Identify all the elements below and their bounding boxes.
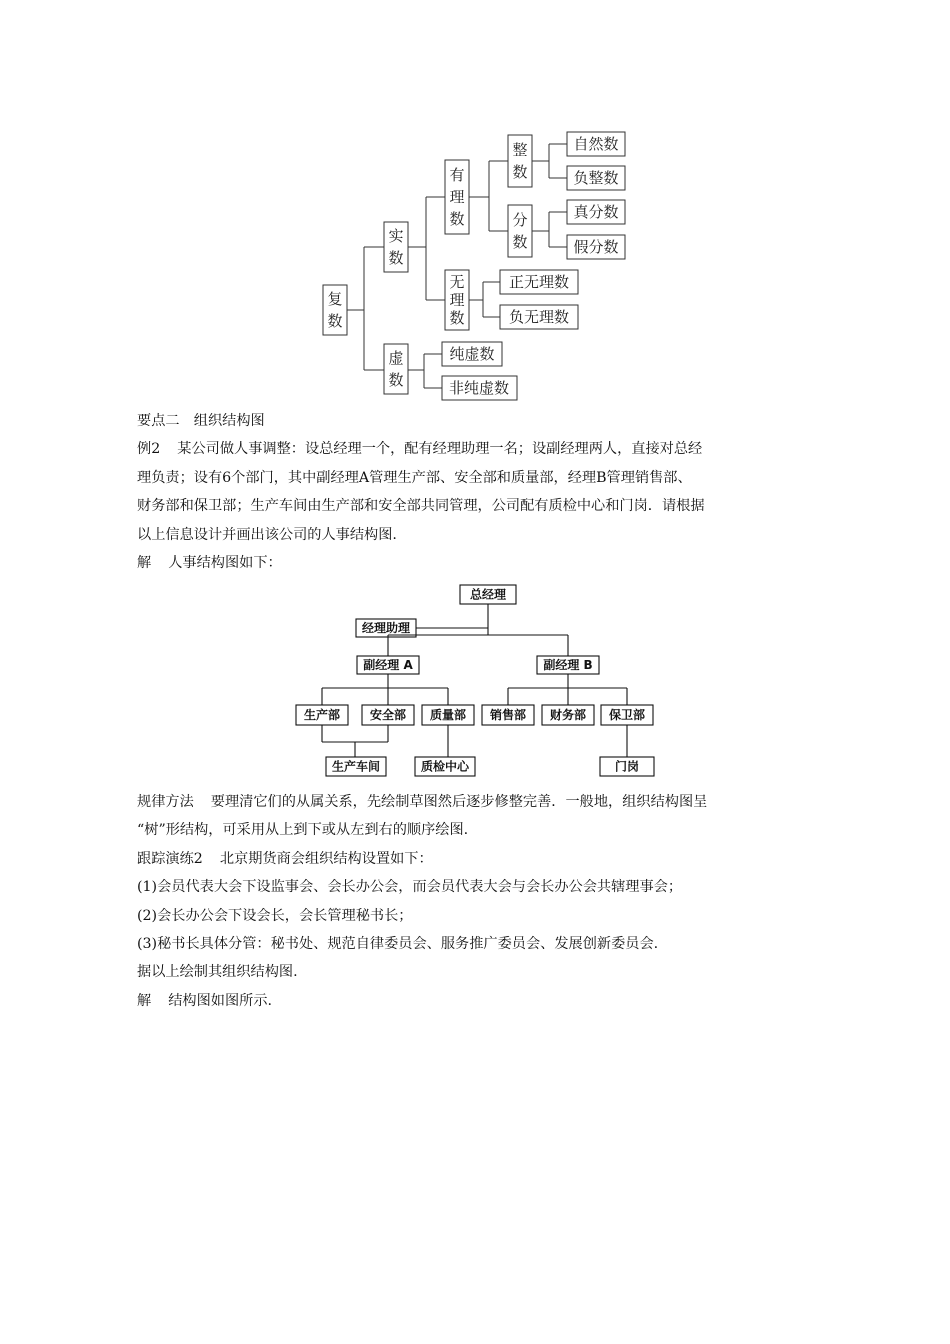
section-2 [137,407,827,577]
method-label: 规律方法 [137,794,194,810]
node-fraction-label-char: 数 [512,233,528,251]
node-workshop-label: 生产车间 [331,759,381,774]
node-irrational-label-char: 无 [449,273,465,291]
node-rational-label-char: 有 [449,166,465,184]
example-line-2: 理负责；设有6个部门，其中副经理A管理生产部、安全部和质量部，经理B管理销售部、 [137,469,692,486]
section-3 [137,788,827,1015]
number-classification-diagram [0,0,950,410]
solution-label: 解 [137,555,152,572]
example-label: 例2 [137,441,161,458]
exercise-title [137,845,827,873]
exercise-solution [137,987,827,1015]
method-line-2: “树”形结构，可采用从上到下或从左到右的顺序绘图. [137,822,469,839]
node-vp-b-label: 副经理 B [543,658,593,672]
exercise-label: 跟踪演练2 [137,850,203,867]
node-neg-integer-label: 负整数 [573,169,619,187]
section-heading: 要点二 组织结构图 [137,413,265,429]
node-integer-label-char: 整 [512,141,528,159]
node-natural-label: 自然数 [573,135,619,153]
node-assistant-label: 经理助理 [361,621,411,635]
exercise-item-1: (1)会员代表大会下设监事会、会长办公会，而会员代表大会与会长办公会共辖理事会； [137,879,683,896]
node-real-label-char: 实 [388,227,404,245]
example-line-3: 财务部和保卫部；生产车间由生产部和安全部共同管理，公司配有质检中心和门岗．请根据 [137,498,705,515]
node-root-label-char: 复 [327,290,343,308]
example-line-1 [137,435,827,463]
node-finance-label: 财务部 [549,708,587,722]
node-neg-irrational-label: 负无理数 [508,308,570,326]
node-irrational-label-char: 理 [449,291,465,309]
solution-text: 人事结构图如下： [168,555,282,572]
node-safety-label: 安全部 [369,708,407,722]
node-sales-label: 销售部 [489,708,527,722]
exercise-solution-label: 解 [137,992,152,1009]
node-fraction-label-char: 分 [512,211,528,229]
node-gate-label: 门岗 [614,759,640,774]
exercise-item-3: (3)秘书长具体分管：秘书处、规范自律委员会、服务推广委员会、发展创新委员会. [137,936,659,953]
exercise-closing: 据以上绘制其组织结构图. [137,964,298,981]
example-text-1: 某公司做人事调整：设总经理一个，配有经理助理一名；设副经理两人，直接对总经 [177,441,703,458]
node-imaginary-label-char: 数 [388,371,404,389]
node-gm-label: 总经理 [469,587,507,602]
method-line-1 [137,788,827,816]
node-pure-imaginary-label: 纯虚数 [449,345,495,363]
node-production-label: 生产部 [303,708,341,722]
node-quality-label: 质量部 [429,708,467,722]
node-non-pure-imaginary-label: 非纯虚数 [448,379,510,397]
node-qc-center-label: 质检中心 [420,759,470,774]
method-text-1: 要理清它们的从属关系，先绘制草图然后逐步修整完善．一般地，组织结构图呈 [210,794,708,810]
node-root-label-char: 数 [327,312,343,330]
exercise-item-2: (2)会长办公会下设会长，会长管理秘书长； [137,907,413,924]
node-rational-label-char: 理 [449,188,465,206]
node-imaginary-label-char: 虚 [388,349,404,367]
node-vp-a-label: 副经理 A [363,658,413,672]
node-pos-irrational-label: 正无理数 [508,273,570,291]
example-line-4: 以上信息设计并画出该公司的人事结构图. [137,526,397,543]
node-security-label: 保卫部 [608,708,646,722]
node-real-label-char: 数 [388,249,404,267]
exercise-title-text: 北京期货商会组织结构设置如下： [219,850,433,867]
node-proper-fraction-label: 真分数 [573,203,619,221]
node-rational-label-char: 数 [449,210,465,228]
personnel-structure-diagram [0,570,950,785]
node-improper-fraction-label: 假分数 [573,238,619,256]
node-irrational-label-char: 数 [449,309,465,327]
node-integer-label-char: 数 [512,163,528,181]
exercise-solution-text: 结构图如图所示. [168,992,273,1009]
